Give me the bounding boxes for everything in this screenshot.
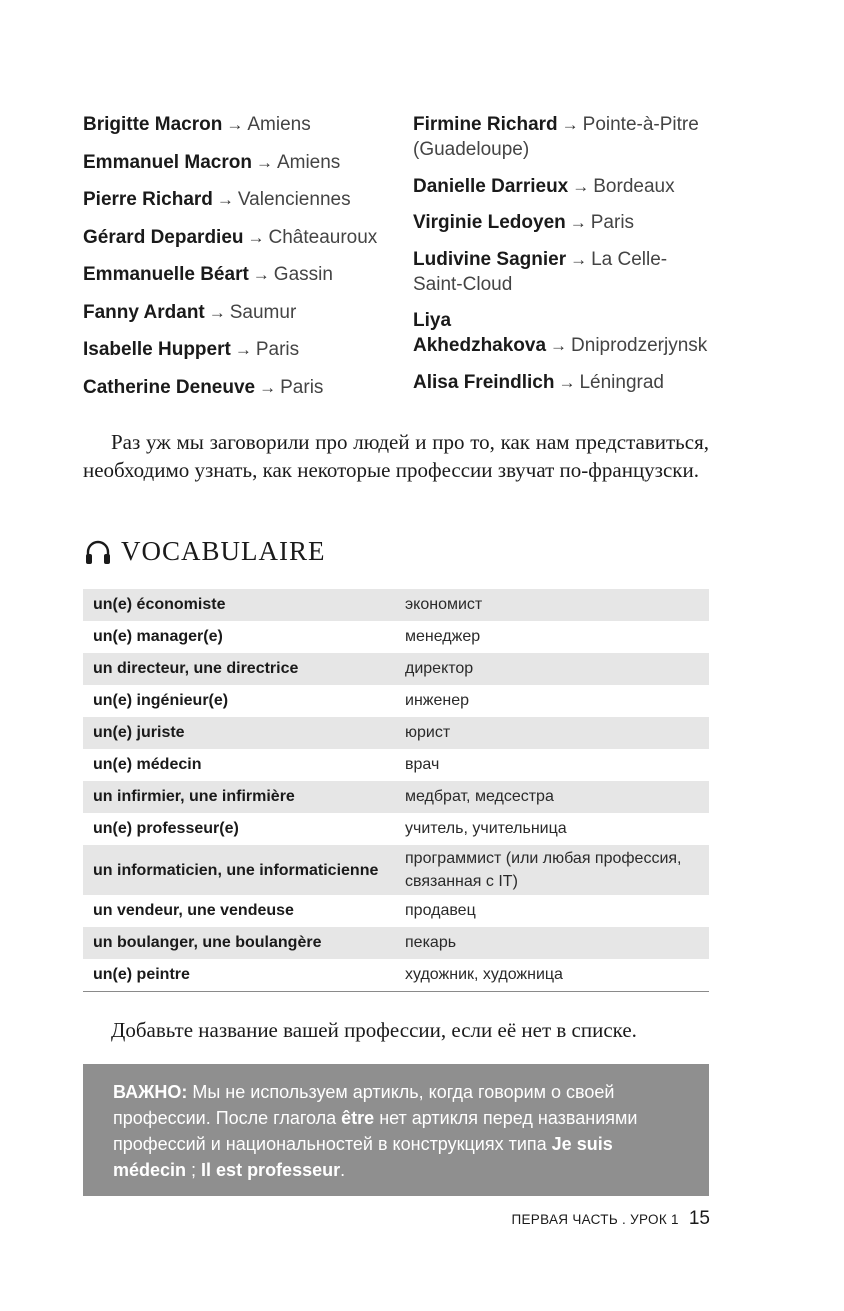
french-term: un directeur, une directrice: [83, 653, 395, 685]
table-row: [83, 895, 709, 927]
person-entry: [83, 225, 398, 250]
arrow-right-icon: →: [226, 115, 244, 134]
arrow-right-icon: →: [550, 336, 568, 355]
french-term: un(e) ingénieur(e): [93, 692, 229, 709]
table-row: [83, 653, 709, 685]
person-city: Pointe-à-Pitre (Guadeloupe): [413, 114, 699, 160]
intro-paragraph: Раз уж мы заговорили про людей и про то, как нам представиться, необходимо узнать, как некоторые профессии звучат по-французски.: [83, 430, 709, 482]
person-entry: [83, 375, 398, 400]
table-row: [83, 927, 709, 959]
person-entry: [83, 150, 398, 175]
french-term: un(e) juriste: [83, 717, 395, 749]
table-row: [83, 749, 709, 781]
arrow-right-icon: →: [572, 176, 590, 196]
person-name: Isabelle Huppert: [83, 339, 231, 360]
table-row: [83, 685, 709, 717]
person-name: Virginie Ledoyen: [413, 212, 566, 233]
person-name: Gérard Depardieu: [83, 226, 244, 248]
headphones-icon: [83, 537, 113, 567]
person-city: Amiens: [276, 151, 341, 173]
person-entry: [83, 300, 398, 325]
person-city: Châteauroux: [268, 226, 378, 248]
russian-translation: менеджер: [405, 628, 481, 645]
people-column-right: [413, 112, 713, 412]
person-name: Alisa Freindlich: [413, 371, 555, 393]
arrow-right-icon: →: [570, 249, 588, 269]
russian-translation: медбрат, медсестра: [395, 781, 709, 813]
person-city: Paris: [590, 212, 635, 233]
vocabulary-heading: [83, 536, 326, 567]
person-name: Brigitte Macron: [83, 114, 223, 135]
person-city: Bordeaux: [593, 175, 675, 197]
person-city: Amiens: [247, 114, 311, 135]
arrow-right-icon: →: [247, 227, 265, 247]
french-term: un boulanger, une boulangère: [83, 927, 395, 959]
people-origins: [83, 112, 713, 412]
important-text-part: Мы не используем артикль, когда говорим о своей профессии. После глагола: [113, 1082, 615, 1128]
table-row: [83, 621, 709, 653]
add-profession-note: Добавьте название вашей профессии, если её нет в списке.: [111, 1018, 637, 1042]
footer-section-label: ПЕРВАЯ ЧАСТЬ . УРОК 1: [511, 1212, 679, 1227]
table-row: [83, 813, 709, 845]
russian-translation: экономист: [395, 589, 709, 621]
page-number: 15: [688, 1208, 710, 1229]
person-entry: [413, 112, 713, 162]
important-example: Il est professeur: [201, 1160, 341, 1180]
important-end: .: [340, 1160, 346, 1180]
arrow-right-icon: →: [216, 190, 234, 209]
vocabulary-title: VOCABULAIRE: [121, 536, 326, 566]
people-column-left: [83, 112, 398, 412]
russian-translation: врач: [405, 756, 440, 773]
important-note-box: [83, 1064, 709, 1196]
person-name: Emmanuel Macron: [83, 151, 252, 173]
arrow-right-icon: →: [208, 302, 226, 322]
russian-translation: инженер: [405, 692, 470, 709]
person-city: Paris: [255, 339, 300, 360]
arrow-right-icon: →: [558, 372, 576, 392]
person-entry: [83, 187, 398, 212]
person-city: La Celle-Saint-Cloud: [413, 248, 668, 295]
french-term: un(e) professeur(e): [93, 820, 239, 837]
french-term: un(e) peintre: [83, 959, 395, 992]
person-entry: [413, 210, 713, 235]
russian-translation: учитель, учительница: [405, 820, 567, 837]
person-name: Danielle Darrieux: [413, 175, 569, 197]
important-label: ВАЖНО:: [113, 1082, 188, 1102]
person-entry: [413, 247, 713, 297]
important-text-part: нет артикля перед названиями профессий и национальностей в конструкциях типа: [113, 1108, 638, 1154]
person-city: Dniprodzerjynsk: [571, 335, 708, 356]
person-city: Paris: [280, 376, 324, 398]
arrow-right-icon: →: [569, 213, 587, 232]
important-separator: ;: [186, 1160, 202, 1180]
important-keyword: être: [341, 1108, 375, 1128]
russian-translation: юрист: [395, 717, 709, 749]
table-row: [83, 845, 709, 895]
person-entry: [83, 112, 398, 137]
table-row: [83, 781, 709, 813]
important-example: Je suis médecin: [113, 1134, 613, 1180]
table-row: [83, 959, 709, 992]
person-city: Gassin: [273, 264, 333, 285]
french-term: un(e) économiste: [83, 589, 395, 621]
arrow-right-icon: →: [255, 152, 273, 172]
person-entry: [413, 308, 713, 358]
arrow-right-icon: →: [252, 265, 270, 284]
page-footer: [512, 1208, 711, 1230]
person-name: Emmanuelle Béart: [83, 264, 249, 285]
person-entry: [413, 174, 713, 199]
russian-translation: директор: [395, 653, 709, 685]
arrow-right-icon: →: [234, 340, 252, 359]
arrow-right-icon: →: [259, 377, 277, 397]
person-entry: [413, 370, 713, 395]
person-name: Pierre Richard: [83, 189, 213, 210]
person-entry: [83, 262, 398, 287]
russian-translation: художник, художница: [395, 959, 709, 992]
person-name: Catherine Deneuve: [83, 376, 256, 398]
person-entry: [83, 337, 398, 362]
french-term: un informaticien, une informaticienne: [83, 845, 395, 895]
person-city: Léningrad: [579, 371, 665, 393]
french-term: un vendeur, une vendeuse: [93, 902, 294, 919]
russian-translation: программист (или любая профессия, связанная с IT): [395, 845, 709, 895]
table-row: [83, 589, 709, 621]
french-term: un(e) médecin: [93, 756, 202, 773]
arrow-right-icon: →: [561, 115, 579, 134]
french-term: un(e) manager(e): [93, 628, 223, 645]
person-name: Firmine Richard: [413, 114, 558, 135]
person-name: Fanny Ardant: [83, 301, 205, 323]
person-city: Saumur: [229, 301, 297, 323]
person-name: Liya Akhedzhakova: [413, 310, 547, 356]
french-term: un infirmier, une infirmière: [83, 781, 395, 813]
table-row: [83, 717, 709, 749]
russian-translation: продавец: [405, 902, 476, 919]
russian-translation: пекарь: [395, 927, 709, 959]
person-city: Valenciennes: [237, 189, 351, 210]
person-name: Ludivine Sagnier: [413, 248, 567, 270]
vocabulary-table: [83, 589, 709, 992]
